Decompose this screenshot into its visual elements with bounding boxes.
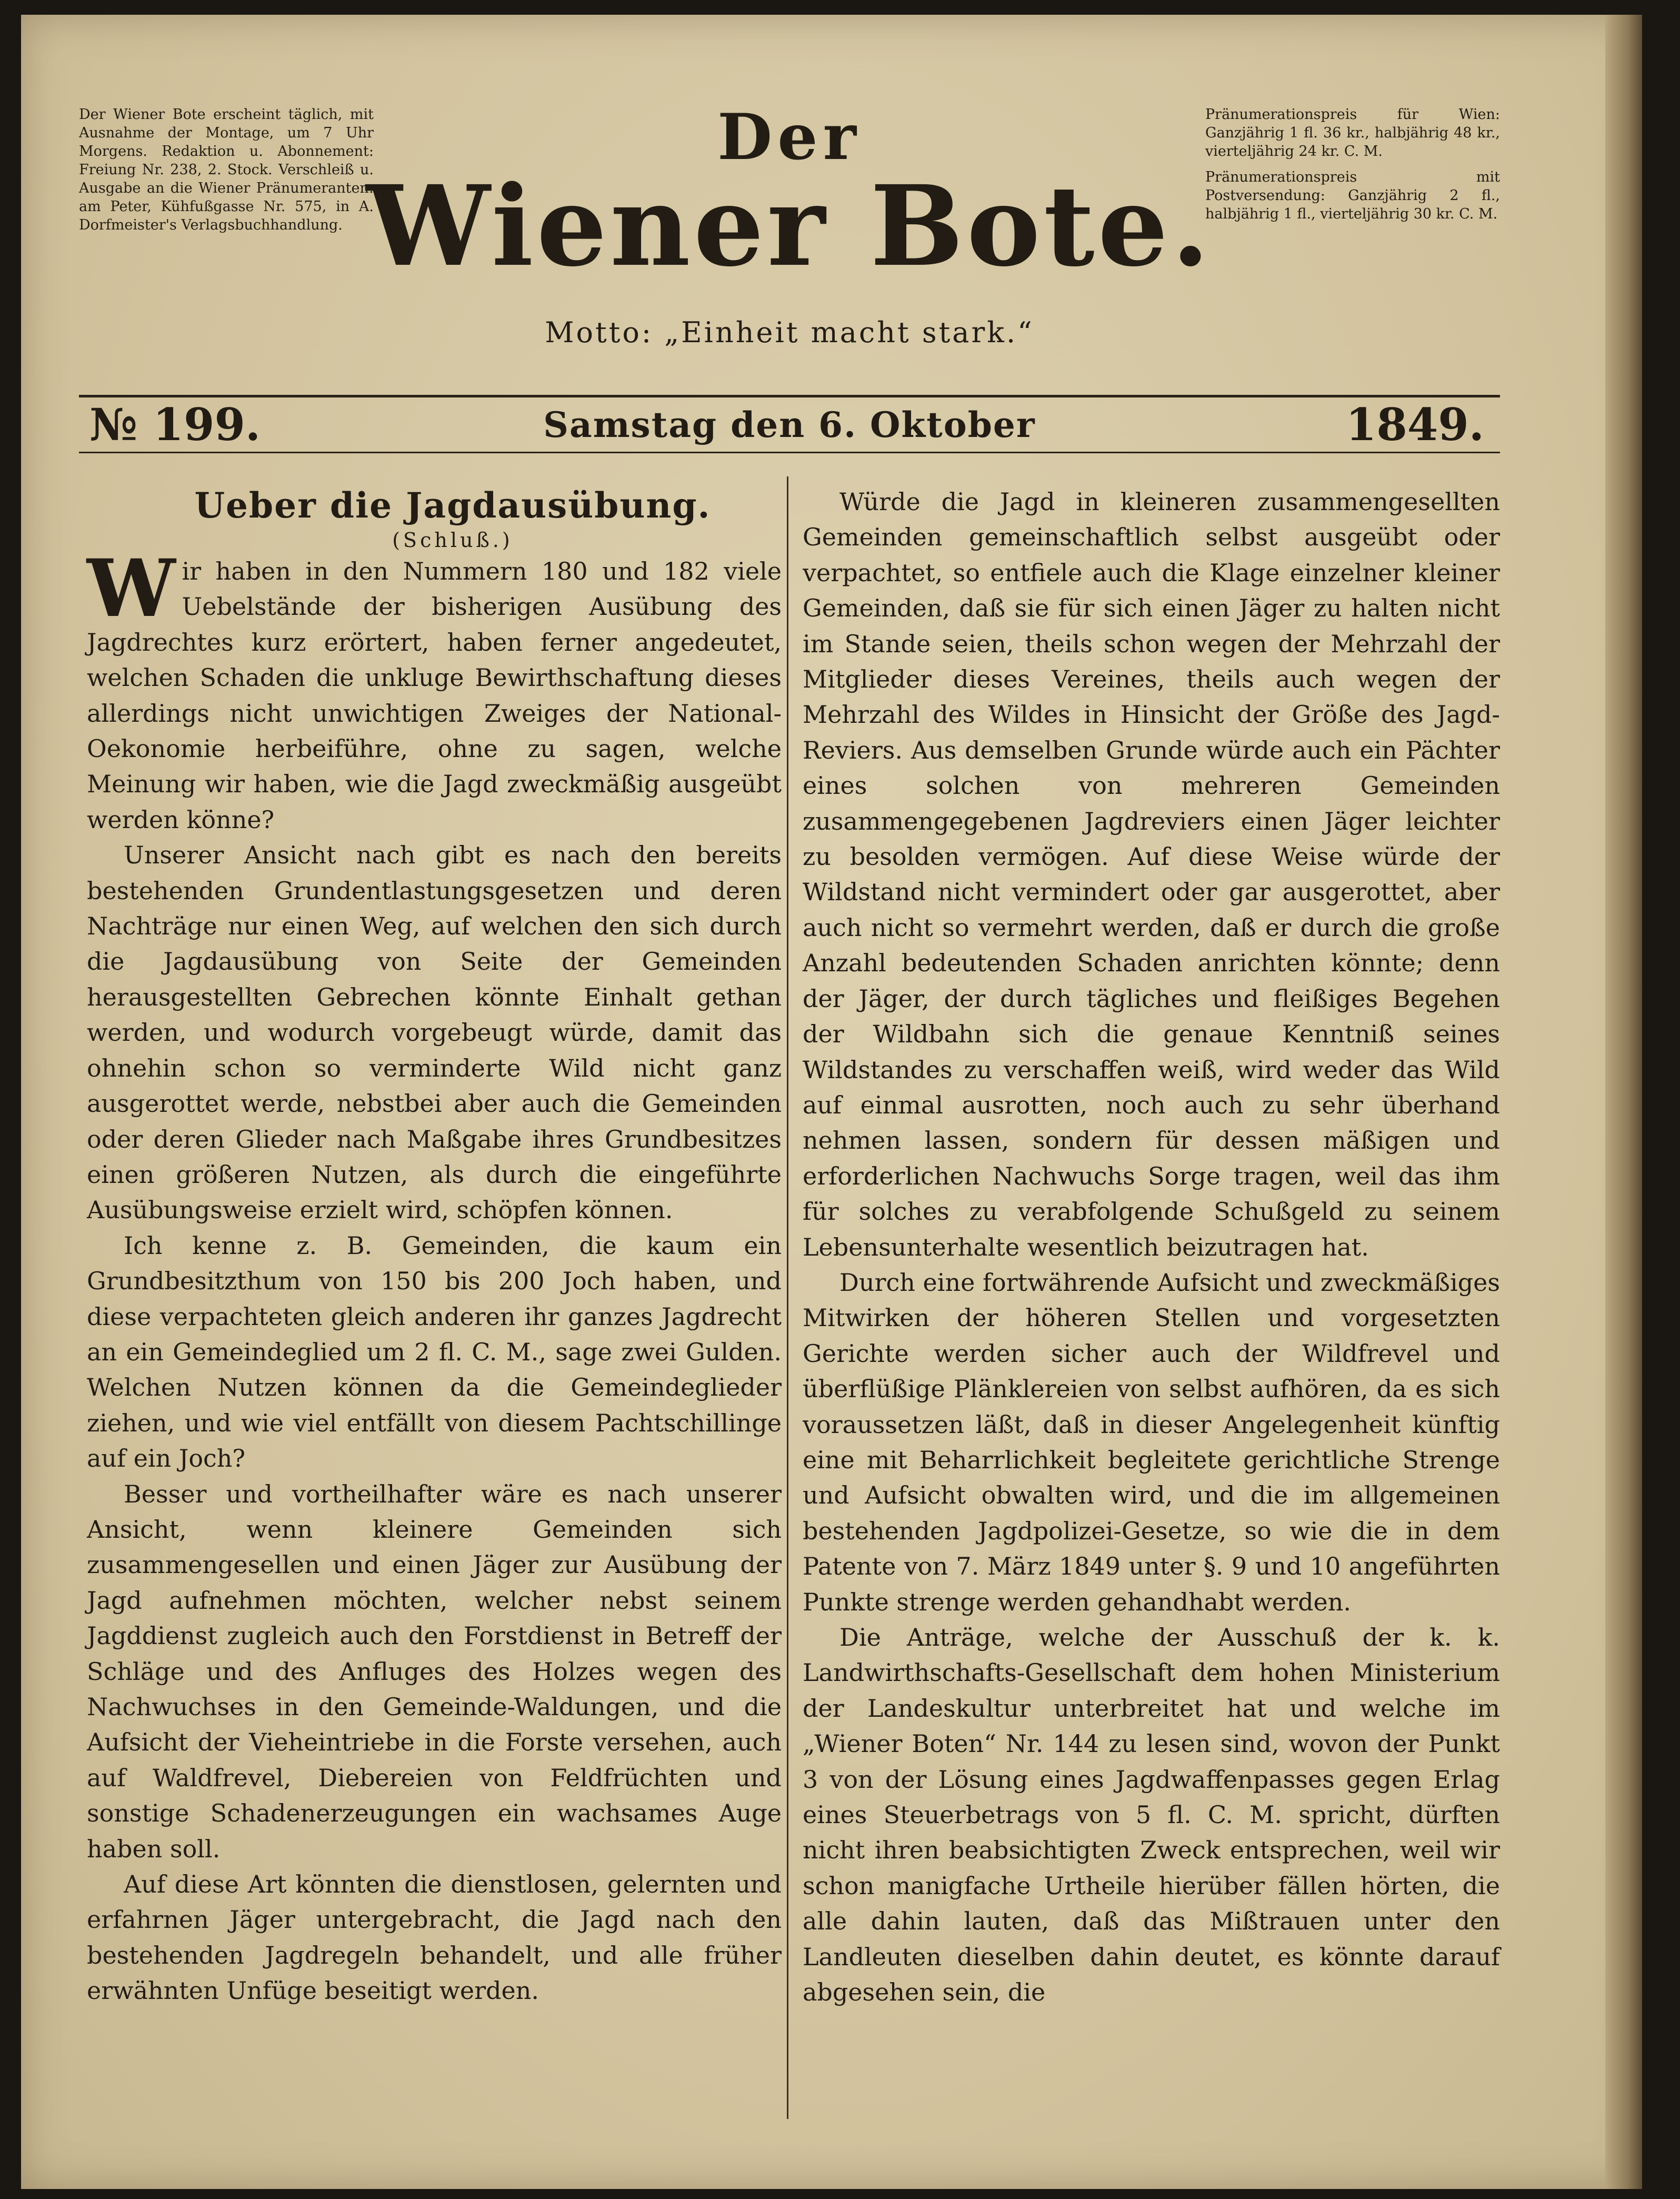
motto: Motto: „Einheit macht stark.“ <box>545 316 1034 349</box>
issue-date: Samstag den 6. Oktober <box>543 404 1036 445</box>
dateline <box>79 399 1500 451</box>
issue-year: 1849. <box>1345 399 1484 451</box>
subscription-info <box>1205 105 1500 223</box>
drop-cap: W <box>87 542 176 635</box>
article-headline: Ueber die Jagdausübung. <box>194 485 711 526</box>
masthead <box>79 95 1500 390</box>
column-left <box>87 484 782 2009</box>
paragraph: Die Anträge, welche der Ausschuß der k. k. Landwirthschafts-Gesellschaft dem hohen Ministerium der Landeskultur unterbreitet hat und welche im „Wiener Boten“ Nr. 144 zu lesen sind, wovon der Punkt 3 von der Lösung eines Jagdwaffenpasses gegen Erlag eines Steuerbetrags von 5 fl. C. M. spricht, dürften nicht ihren beabsichtigten Zweck entsprechen, weil wir schon manigfache Urtheile hierüber fällen hörten, die alle dahin lauten, daß das Mißtrauen unter den Landleuten dieselben dahin deutet, es könnte darauf abgesehen sein, die <box>803 1623 1500 2007</box>
publication-info-text: Der Wiener Bote erscheint täglich, mit Ausnahme der Montage, um 7 Uhr Morgens. Redaktion u. Abonnement: Freiung Nr. 238, 2. Stock. Verschleiß u. Ausgabe an die Wiener Pränumeranten: am Peter, Kühfußgasse Nr. 575, in A. Dorfmeister's Verlagsbuchhandlung. <box>79 106 374 233</box>
title-article: Der <box>717 100 862 174</box>
newspaper-title: Wiener Bote. <box>366 161 1213 291</box>
paragraph: Unserer Ansicht nach gibt es nach den bereits bestehenden Grundentlastungsgesetzen und deren Nachträge nur einen Weg, auf welchen den sich durch die Jagdausübung von Seite der Gemeinden herausgestellten Gebrechen könnte Einhalt gethan werden, und wodurch vorgebeugt würde, damit das ohnehin schon so verminderte Wild nicht ganz ausgerottet werde, nebstbei aber auch die Gemeinden oder deren Glieder nach Maßgabe ihres Grundbesitzes einen größeren Nutzen, als durch die eingeführte Ausübungsweise erzielt wird, schöpfen können. <box>87 841 782 1225</box>
paragraph: Durch eine fortwährende Aufsicht und zweckmäßiges Mitwirken der höheren Stellen und vorgesetzten Gerichte werden sicher auch der Wildfrevel und überflüßige Plänklereien von selbst aufhören, da es sich voraussetzen läßt, daß in dieser Angelegenheit künftig eine mit Beharrlichkeit begleitete gerichtliche Strenge und Aufsicht obwalten wird, und die im allgemeinen bestehenden Jagdpolizei-Gesetze, so wie die in dem Patente von 7. März 1849 unter §. 9 und 10 angeführten Punkte strenge werden gehandhabt werden. <box>803 1268 1500 1616</box>
rule-top <box>79 395 1500 397</box>
column-right <box>803 484 1500 2010</box>
paragraph: Besser und vortheilhafter wäre es nach unserer Ansicht, wenn kleinere Gemeinden sich zusammengesellen und einen Jäger zur Ausübung der Jagd aufnehmen möchten, welcher nebst seinem Jagddienst zugleich auch den Forstdienst in Betreff der Schläge und des Anfluges des Holzes wegen des Nachwuchses in den Gemeinde-Waldungen, und die Aufsicht der Vieheintriebe in die Forste versehen, auch auf Waldfrevel, Diebereien von Feldfrüchten und sonstige Schadenerzeugungen ein wachsames Auge haben soll. <box>87 1479 782 1863</box>
subscription-post: Pränumerationspreis mit Postversendung: Ganzjährig 2 fl., halbjährig 1 fl., vierteljährig 30 kr. C. M. <box>1205 169 1500 222</box>
paragraph: Auf diese Art könnten die dienstlosen, gelernten und erfahrnen Jäger untergebracht, die Jagd nach den bestehenden Jagdregeln behandelt, und alle früher erwähnten Unfüge beseitigt werden. <box>87 1870 782 2005</box>
page-edge <box>1605 15 1642 2189</box>
issue-number: № 199. <box>89 399 261 451</box>
column-divider <box>787 476 788 2119</box>
article-subtitle: (Schluß.) <box>392 529 513 552</box>
subscription-vienna: Pränumerationspreis für Wien: Ganzjährig 1 fl. 36 kr., halbjährig 48 kr., vierteljährig 24 kr. C. M. <box>1205 106 1500 160</box>
rule-bottom <box>79 452 1500 453</box>
paragraph: Würde die Jagd in kleineren zusammengesellten Gemeinden gemeinschaftlich selbst ausgeübt oder verpachtet, so entfiele auch die Klage einzelner kleiner Gemeinden, daß sie für sich einen Jäger zu halten nicht im Stande seien, theils schon wegen der Mehrzahl der Mitglieder dieses Vereines, theils auch wegen der Mehrzahl des Wildes in Hinsicht der Größe des Jagd-Reviers. Aus demselben Grunde würde auch ein Pächter eines solchen von mehreren Gemeinden zusammengegebenen Jagdreviers einen Jäger leichter zu besolden vermögen. Auf diese Weise würde der Wildstand nicht vermindert oder gar ausgerottet, aber auch nicht so vermehrt werden, daß er durch die große Anzahl bedeutenden Schaden anrichten könnte; denn der Jäger, der durch tägliches und fleißiges Begehen der Wildbahn sich die genaue Kenntniß seines Wildstandes zu verschaffen weiß, wird weder das Wild auf einmal ausrotten, noch auch zu sehr überhand nehmen lassen, sondern für dessen mäßigen und erforderlichen Nachwuchs Sorge tragen, weil das ihm für solches zu verabfolgende Schußgeld zu seinem Lebensunterhalte wesentlich beizutragen hat. <box>803 487 1500 1261</box>
paragraph <box>87 542 782 838</box>
paragraph-text: ir haben in den Nummern 180 und 182 viele Uebelstände der bisherigen Ausübung des Jagdrechtes kurz erörtert, haben ferner angedeutet, welchen Schaden die unkluge Bewirthschaftung dieses allerdings nicht unwichtigen Zweiges der National-Oekonomie herbeiführe, ohne zu sagen, welche Meinung wir haben, wie die Jagd zweckmäßig ausgeübt werden könne? <box>87 557 782 834</box>
paragraph: Ich kenne z. B. Gemeinden, die kaum ein Grundbesitzthum von 150 bis 200 Joch haben, und diese verpachteten gleich anderen ihr ganzes Jagdrecht an ein Gemeindeglied um 2 fl. C. M., sage zwei Gulden. Welchen Nutzen können da die Gemeindeglieder ziehen, und wie viel entfällt von diesem Pachtschillinge auf ein Joch? <box>87 1231 782 1473</box>
